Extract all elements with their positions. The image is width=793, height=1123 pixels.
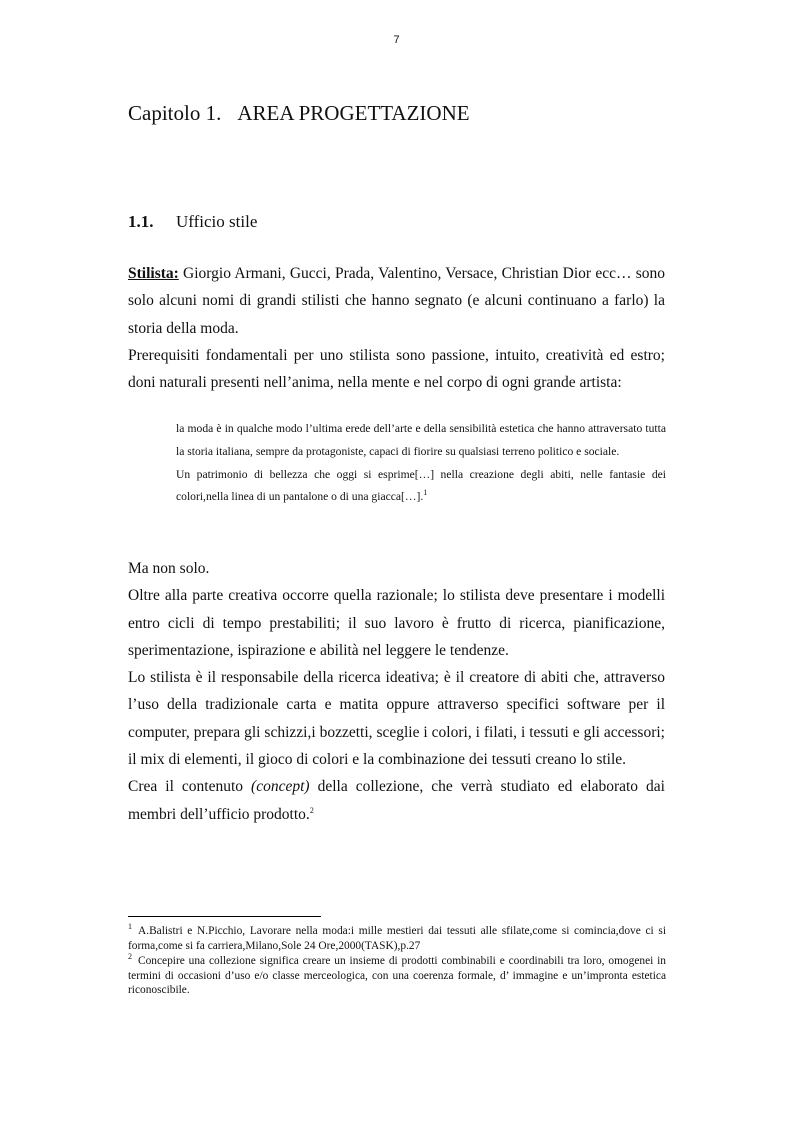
prereq-paragraph: Prerequisiti fondamentali per uno stilista sono passione, intuito, creatività ed estro; doni naturali presenti nell’anima, nella mente e nel corpo di ogni grande artista: (128, 346, 665, 392)
crea-text-after: della collezione, che verrà studiato ed elaborato dai membri dell’ufficio prodotto. (128, 778, 665, 823)
quote-paragraph-2-text: Un patrimonio di bellezza che oggi si esprime[…] nella creazione degli abiti, nelle fantasie dei colori,nella linea di un pantalone o di una giacca[…]. (176, 467, 666, 504)
section-title: Ufficio stile (176, 212, 258, 231)
intro-text: Giorgio Armani, Gucci, Prada, Valentino, Versace, Christian Dior ecc… sono solo alcuni nomi di grandi stilisti che hanno segnato (e alcuni continuano a farlo) la storia della moda. (128, 265, 665, 337)
quote-paragraph-2 (176, 464, 666, 510)
footnote-separator (128, 916, 321, 917)
stilista-label: Stilista: (128, 265, 179, 282)
crea-text-before: Crea il contenuto (128, 778, 252, 796)
chapter-heading (128, 101, 470, 126)
footnote-ref-2: 2 (309, 805, 314, 815)
crea-paragraph (128, 773, 665, 828)
page-number: 7 (393, 34, 400, 46)
body-block-top (128, 260, 665, 396)
body-block-bottom (128, 555, 665, 828)
footnote-1 (128, 924, 666, 953)
quote-paragraph-1: la moda è in qualche modo l’ultima erede dell’arte e della sensibilità estetica che hanno attraversato tutta la storia italiana, sempre da protagoniste, capaci di fiorire su qualsiasi terreno politico e sociale. (176, 422, 666, 458)
footnote-2-number: 2 (128, 952, 132, 962)
footnote-2-text: Concepire una collezione significa creare un insieme di prodotti combinabili e coordinabili tra loro, omogenei in termini di occasioni d’uso e/o classe merceologica, con una coerenza formale, d’ immagine e un’impronta estetica riconoscibile. (128, 955, 666, 996)
block-quote (176, 418, 666, 509)
oltre-paragraph: Oltre alla parte creativa occorre quella razionale; lo stilista deve presentare i modelli entro cicli di tempo prestabiliti; il suo lavoro è frutto di ricerca, pianificazione, sperimentazione, ispirazione e abilità nel leggere le tendenze. (128, 587, 665, 659)
footnotes (128, 924, 666, 999)
footnote-ref-1: 1 (423, 488, 428, 498)
chapter-label: Capitolo 1. (128, 101, 222, 125)
footnote-1-number: 1 (128, 922, 132, 932)
intro-paragraph (128, 260, 665, 342)
concept-term: (concept) (251, 778, 310, 796)
chapter-title: AREA PROGETTAZIONE (237, 101, 470, 125)
ma-non-solo-paragraph: Ma non solo. (128, 560, 210, 577)
footnote-1-text: A.Balistri e N.Picchio, Lavorare nella moda:i mille mestieri dai tessuti alle sfilate,come si comincia,dove ci si forma,come si fa carriera,Milano,Sole 24 Ore,2000(TASK),p.27 (128, 925, 666, 952)
footnote-2 (128, 954, 666, 998)
section-heading (128, 212, 257, 232)
section-number: 1.1. (128, 212, 154, 231)
lo-stilista-paragraph: Lo stilista è il responsabile della ricerca ideativa; è il creatore di abiti che, attraverso l’uso della tradizionale carta e matita oppure attraverso specifici software per il computer, prepara gli schizzi,i bozzetti, sceglie i colori, i filati, i tessuti e gli accessori; il mix di elementi, il gioco di colori e la combinazione dei tessuti creano lo stile. (128, 669, 665, 769)
